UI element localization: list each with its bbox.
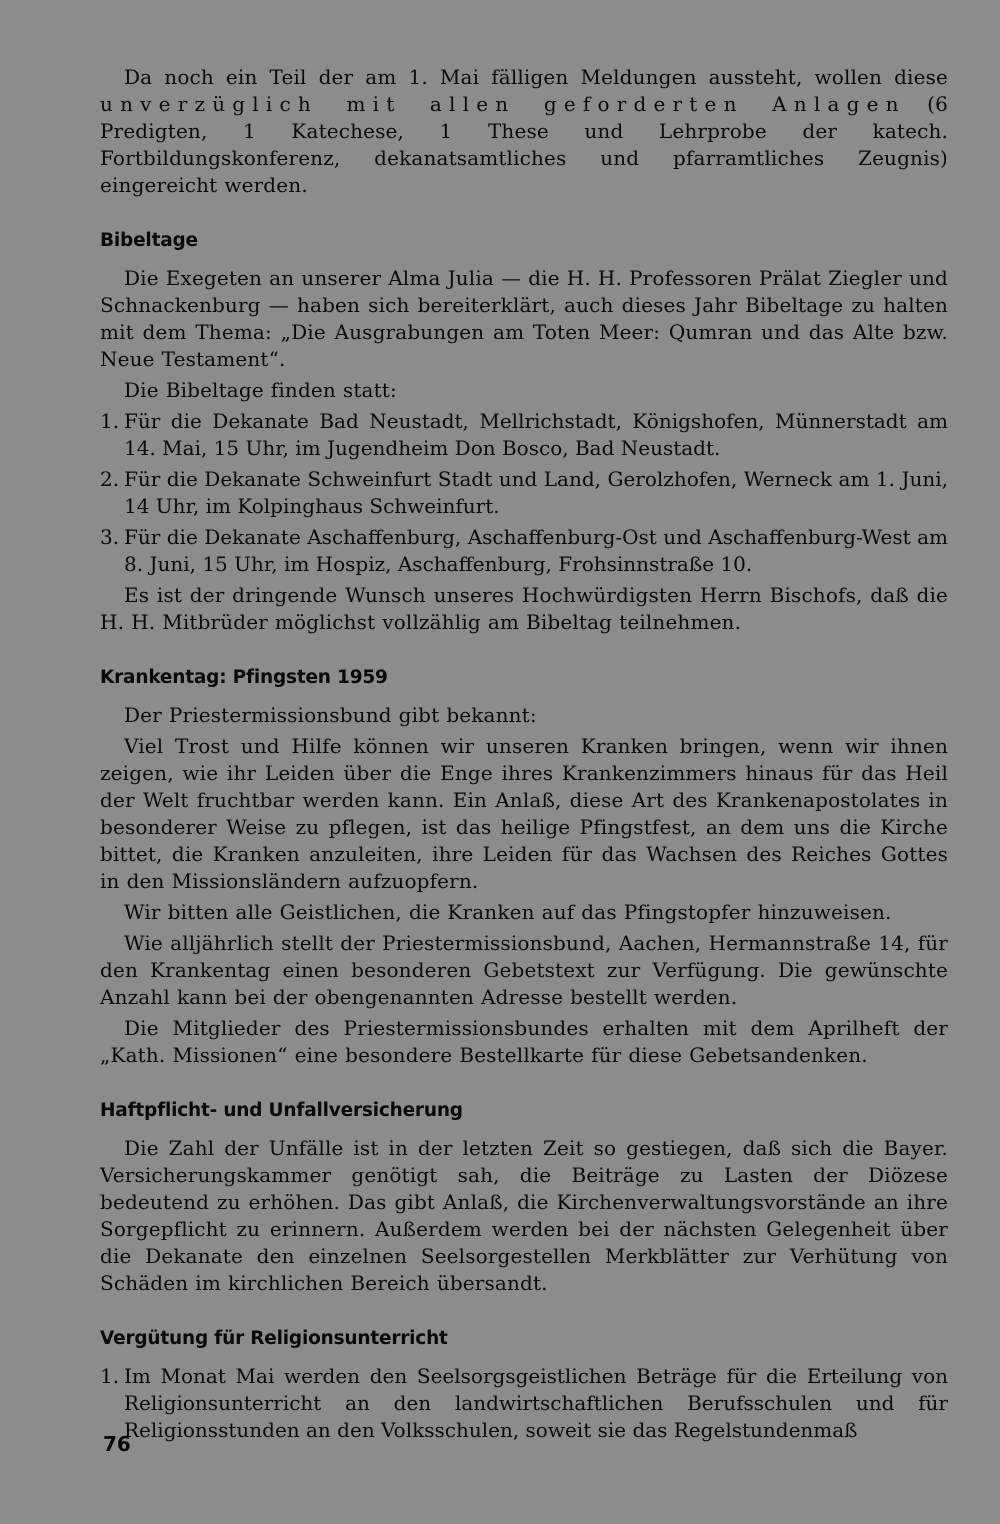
bibeltage-paragraph-1: Die Exegeten an unserer Alma Julia — die H. H. Professoren Prälat Ziegler und Schnackenburg — haben sich bereiterklärt, auch dieses Jahr Bibeltage zu halten mit dem Thema: „Die Ausgrabungen am Toten Meer: Qumran und das Alte bzw. Neue Testament“.: [100, 266, 948, 371]
krankentag-paragraph-1: Der Priestermissionsbund gibt bekannt:: [124, 703, 537, 727]
bibeltage-paragraph-2: Die Bibeltage finden statt:: [124, 378, 397, 402]
intro-text-end: (6 Predigten, 1 Katechese, 1 These und Lehrprobe der katech. Fortbildungskonferenz, dekanatsamtliches und pfarramtliches Zeugnis) eingereicht werden.: [100, 92, 948, 197]
list-item-number: 1.: [100, 1364, 120, 1388]
list-item-text: Im Monat Mai werden den Seelsorgsgeistlichen Beträge für die Erteilung von Religionsunterricht an den landwirtschaftlichen Berufsschulen und für Religionsstunden an den Volksschulen, soweit sie das Regelstundenmaß: [124, 1364, 948, 1442]
krankentag-paragraph-5: Die Mitglieder des Priestermissionsbundes erhalten mit dem Aprilheft der „Kath. Missionen“ eine besondere Bestellkarte für diese Gebetsandenken.: [100, 1016, 948, 1067]
verguetung-list: [100, 1363, 948, 1444]
list-item: [100, 524, 948, 578]
intro-emphasis-spaced: unverzüglich mit allen geforderten Anlagen: [100, 92, 906, 116]
list-item: [100, 1363, 948, 1444]
section-versicherung: [100, 1099, 948, 1297]
page-number: 76: [103, 1432, 131, 1456]
section-bibeltage: [100, 229, 948, 636]
list-item-number: 1.: [100, 409, 120, 433]
intro-text-start: Da noch ein Teil der am 1. Mai fälligen Meldungen aussteht, wollen diese: [124, 65, 948, 89]
heading-krankentag: Krankentag: Pfingsten 1959: [100, 667, 388, 688]
bibeltage-paragraph-3: Es ist der dringende Wunsch unseres Hochwürdigsten Herrn Bischofs, daß die H. H. Mitbrüder möglichst vollzählig am Bibeltag teilnehmen.: [100, 583, 948, 634]
list-item: [100, 466, 948, 520]
heading-versicherung: Haftpflicht- und Unfallversicherung: [100, 1100, 463, 1121]
krankentag-paragraph-3: Wir bitten alle Geistlichen, die Kranken auf das Pfingstopfer hinzuweisen.: [124, 900, 892, 924]
heading-bibeltage: Bibeltage: [100, 230, 198, 251]
list-item-text: Für die Dekanate Schweinfurt Stadt und Land, Gerolzhofen, Werneck am 1. Juni, 14 Uhr, im Kolpinghaus Schweinfurt.: [124, 467, 948, 518]
list-item-text: Für die Dekanate Aschaffenburg, Aschaffenburg-Ost und Aschaffenburg-West am 8. Juni, 15 Uhr, im Hospiz, Aschaffenburg, Frohsinnstraße 10.: [124, 525, 948, 576]
heading-verguetung: Vergütung für Religionsunterricht: [100, 1328, 448, 1349]
list-item-text: Für die Dekanate Bad Neustadt, Mellrichstadt, Königshofen, Münnerstadt am 14. Mai, 15 Uhr, im Jugendheim Don Bosco, Bad Neustadt.: [124, 409, 948, 460]
list-item-number: 3.: [100, 525, 120, 549]
krankentag-paragraph-2: Viel Trost und Hilfe können wir unseren Kranken bringen, wenn wir ihnen zeigen, wie ihr Leiden über die Enge ihres Krankenzimmers hinaus für das Heil der Welt fruchtbar werden kann. Ein Anlaß, diese Art des Krankenapostolates in besonderer Weise zu pflegen, ist das heilige Pfingstfest, an dem uns die Kirche bittet, die Kranken anzuleiten, ihre Leiden für das Wachsen des Reiches Gottes in den Missionsländern aufzuopfern.: [100, 734, 948, 893]
list-item: [100, 408, 948, 462]
bibeltage-list: [100, 408, 948, 578]
krankentag-paragraph-4: Wie alljährlich stellt der Priestermissionsbund, Aachen, Hermannstraße 14, für den Krankentag einen besonderen Gebetstext zur Verfügung. Die gewünschte Anzahl kann bei der obengenannten Adresse bestellt werden.: [100, 931, 948, 1009]
list-item-number: 2.: [100, 467, 120, 491]
section-verguetung: [100, 1327, 948, 1444]
versicherung-paragraph-1: Die Zahl der Unfälle ist in der letzten Zeit so gestiegen, daß sich die Bayer. Versicherungskammer genötigt sah, die Beiträge zu Lasten der Diözese bedeutend zu erhöhen. Das gibt Anlaß, die Kirchenverwaltungsvorstände an ihre Sorgepflicht zu erinnern. Außerdem werden bei der nächsten Gelegenheit über die Dekanate den einzelnen Seelsorgestellen Merkblätter zur Verhütung von Schäden im kirchlichen Bereich übersandt.: [100, 1136, 948, 1295]
section-krankentag: [100, 666, 948, 1069]
intro-paragraph: [100, 64, 948, 199]
